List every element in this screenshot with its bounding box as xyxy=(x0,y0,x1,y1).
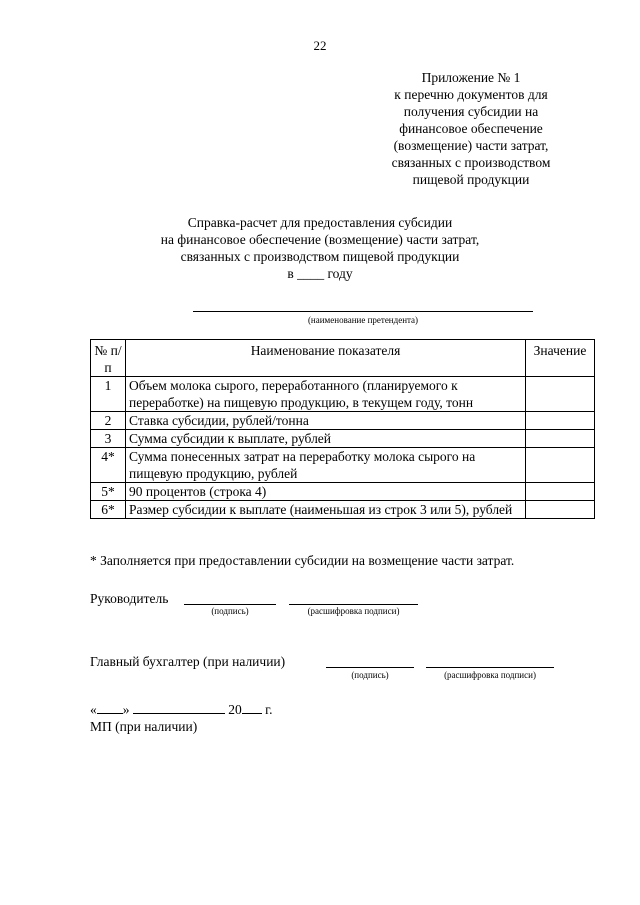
appendix-line: связанных с производством xyxy=(391,155,551,170)
date-year-prefix: 20 xyxy=(228,702,242,717)
table-row xyxy=(91,377,595,412)
indicators-table xyxy=(90,339,595,519)
stamp-label: МП (при наличии) xyxy=(90,719,198,734)
date-year-suffix: г. xyxy=(265,702,273,717)
appendix-line: (возмещение) части затрат, xyxy=(393,138,549,153)
title-line: в ____ году xyxy=(287,266,353,281)
date-day-field[interactable] xyxy=(97,701,123,714)
row-name: 90 процентов (строка 4) xyxy=(126,483,526,501)
footnote: * Заполняется при предоставлении субсидии на возмещение части затрат. xyxy=(90,553,515,568)
date-month-field[interactable] xyxy=(133,701,225,714)
date-row xyxy=(90,701,273,718)
row-no: 2 xyxy=(91,412,126,430)
row-no: 1 xyxy=(91,377,126,412)
row-name: Сумма субсидии к выплате, рублей xyxy=(126,430,526,448)
claimant-caption: (наименование претендента) xyxy=(307,315,419,325)
row-no: 4* xyxy=(91,448,126,483)
title-line: связанных с производством пищевой продукции xyxy=(180,249,460,264)
row-value[interactable] xyxy=(526,412,595,430)
row-name: Объем молока сырого, переработанного (планируемого к переработке) на пищевую продукцию, в текущем году, тонн xyxy=(126,377,526,412)
date-close-quote: » xyxy=(122,702,130,717)
row-no: 6* xyxy=(91,501,126,519)
title-line: Справка-расчет для предоставления субсидии xyxy=(187,215,453,230)
appendix-line: финансовое обеспечение xyxy=(399,121,543,136)
accountant-decode-line[interactable] xyxy=(426,667,554,668)
accountant-label: Главный бухгалтер (при наличии) xyxy=(90,654,286,669)
header-value: Значение xyxy=(526,340,595,377)
claimant-name-line[interactable] xyxy=(193,311,533,312)
row-value[interactable] xyxy=(526,430,595,448)
table-row xyxy=(91,501,595,519)
page-number: 22 xyxy=(313,38,327,53)
row-name: Размер субсидии к выплате (наименьшая из строк 3 или 5), рублей xyxy=(126,501,526,519)
date-year-field[interactable] xyxy=(242,701,262,714)
header-no: № п/п xyxy=(91,340,126,377)
accountant-sign-caption: (подпись) xyxy=(351,670,389,680)
appendix-line: Приложение № 1 xyxy=(421,70,521,85)
appendix-header xyxy=(360,69,582,188)
table-header-row xyxy=(91,340,595,377)
appendix-line: пищевой продукции xyxy=(412,172,530,187)
document-title xyxy=(120,214,520,282)
appendix-line: получения субсидии на xyxy=(403,104,539,119)
table-row xyxy=(91,448,595,483)
row-name: Сумма понесенных затрат на переработку молока сырого на пищевую продукцию, рублей xyxy=(126,448,526,483)
row-value[interactable] xyxy=(526,448,595,483)
head-decode-line[interactable] xyxy=(289,604,418,605)
appendix-line: к перечню документов для xyxy=(394,87,548,102)
row-name: Ставка субсидии, рублей/тонна xyxy=(126,412,526,430)
row-value[interactable] xyxy=(526,483,595,501)
row-no: 5* xyxy=(91,483,126,501)
table-row xyxy=(91,430,595,448)
date-open-quote: « xyxy=(90,702,97,717)
head-decode-caption: (расшифровка подписи) xyxy=(307,606,400,616)
head-sign-caption: (подпись) xyxy=(211,606,249,616)
table-row xyxy=(91,412,595,430)
head-signature-line[interactable] xyxy=(184,604,276,605)
table-row xyxy=(91,483,595,501)
title-line: на финансовое обеспечение (возмещение) части затрат, xyxy=(160,232,480,247)
accountant-signature-line[interactable] xyxy=(326,667,414,668)
header-name: Наименование показателя xyxy=(126,340,526,377)
row-no: 3 xyxy=(91,430,126,448)
row-value[interactable] xyxy=(526,377,595,412)
row-value[interactable] xyxy=(526,501,595,519)
accountant-decode-caption: (расшифровка подписи) xyxy=(444,670,536,680)
head-label: Руководитель xyxy=(90,591,169,606)
